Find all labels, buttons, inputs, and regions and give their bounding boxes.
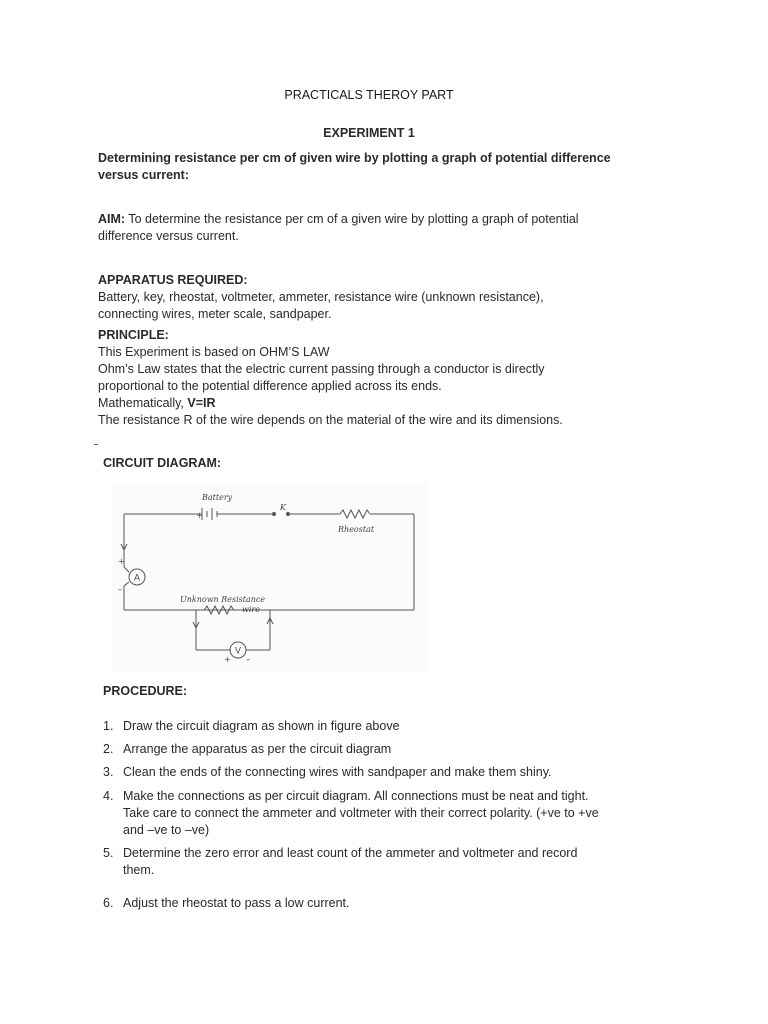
aim-text: To determine the resistance per cm of a given wire by plotting a graph of potential bbox=[125, 212, 579, 226]
voltmeter-symbol: V bbox=[234, 645, 242, 656]
principle-text: The resistance R of the wire depends on the material of the wire and its dimensions. bbox=[98, 413, 563, 427]
circuit-heading: CIRCUIT DIAGRAM: bbox=[103, 456, 222, 470]
step-number: 3. bbox=[103, 765, 114, 779]
principle-text: Mathematically, bbox=[98, 396, 188, 410]
step-text: Clean the ends of the connecting wires with sandpaper and make them shiny. bbox=[123, 765, 552, 779]
principle-section bbox=[98, 327, 658, 429]
step-number: 5. bbox=[103, 846, 114, 860]
step-text: Make the connections as per circuit diagram. All connections must be neat and tight. bbox=[123, 789, 589, 803]
step-text: Determine the zero error and least count of the ammeter and voltmeter and record bbox=[123, 846, 578, 860]
heading-line: Determining resistance per cm of given wire by plotting a graph of potential difference bbox=[98, 151, 611, 165]
voltmeter-plus: + bbox=[224, 655, 231, 664]
voltmeter-minus: – bbox=[246, 655, 250, 664]
unknown-resistance-label: Unknown Resistance bbox=[180, 595, 266, 604]
stray-mark bbox=[94, 444, 98, 445]
ammeter-plus: + bbox=[118, 557, 125, 566]
step-text: them. bbox=[123, 863, 155, 877]
aim-label: AIM: bbox=[98, 212, 126, 226]
step-text: Take care to connect the ammeter and voltmeter with their correct polarity. (+ve to +ve bbox=[123, 806, 599, 820]
apparatus-section bbox=[98, 272, 658, 323]
step-number: 4. bbox=[103, 789, 114, 803]
step-number: 2. bbox=[103, 742, 114, 756]
step-text: Arrange the apparatus as per the circuit diagram bbox=[123, 742, 392, 756]
experiment-title: EXPERIMENT 1 bbox=[323, 126, 415, 140]
step-text: Adjust the rheostat to pass a low current. bbox=[123, 896, 350, 910]
step-text: Draw the circuit diagram as shown in figure above bbox=[123, 719, 400, 733]
battery-label: Battery bbox=[202, 493, 233, 502]
apparatus-text: Battery, key, rheostat, voltmeter, ammeter, resistance wire (unknown resistance), bbox=[98, 290, 544, 304]
step-number: 1. bbox=[103, 719, 114, 733]
rheostat-label: Rheostat bbox=[338, 525, 375, 534]
battery-plus: + bbox=[196, 511, 203, 520]
ammeter-symbol: A bbox=[133, 572, 141, 583]
procedure-heading: PROCEDURE: bbox=[103, 684, 188, 698]
aim-text: difference versus current. bbox=[98, 229, 239, 243]
principle-label: PRINCIPLE: bbox=[98, 328, 169, 342]
principle-text: proportional to the potential difference applied across its ends. bbox=[98, 379, 442, 393]
step-text: and –ve to –ve) bbox=[123, 823, 210, 837]
page-title: PRACTICALS THEROY PART bbox=[284, 88, 454, 102]
circuit-diagram bbox=[112, 482, 428, 672]
experiment-heading bbox=[98, 150, 658, 184]
ohms-law-formula: V=IR bbox=[187, 396, 216, 410]
ammeter-minus: – bbox=[118, 585, 122, 594]
key-label: K bbox=[280, 503, 286, 512]
apparatus-label: APPARATUS REQUIRED: bbox=[98, 273, 248, 287]
principle-text: This Experiment is based on OHM’S LAW bbox=[98, 345, 330, 359]
principle-text: Ohm’s Law states that the electric current passing through a conductor is directly bbox=[98, 362, 545, 376]
heading-line: versus current: bbox=[98, 168, 190, 182]
key-contact bbox=[287, 513, 290, 516]
step-number: 6. bbox=[103, 896, 114, 910]
key-contact bbox=[273, 513, 276, 516]
apparatus-text: connecting wires, meter scale, sandpaper. bbox=[98, 307, 332, 321]
aim-section bbox=[98, 211, 658, 245]
wire-label: wire bbox=[242, 605, 260, 614]
